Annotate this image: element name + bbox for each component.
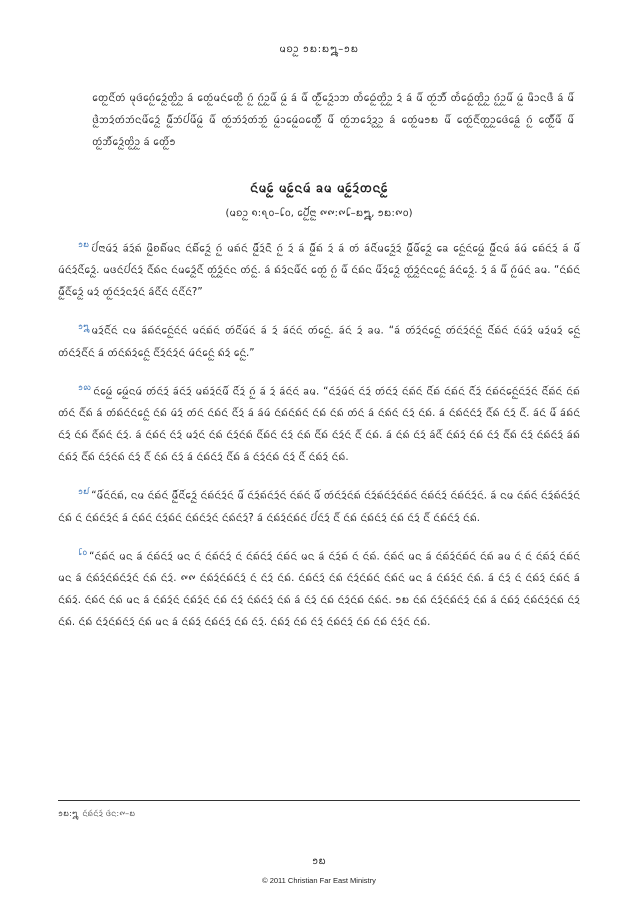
paragraph-text: “ᨶᩢᨦᩢᨶᩢ ᨾᨶ ᨡᩢ ᨶᩢᨦᩢᨶᩢᨯᩢ ᨾᨶ ᨶᩢ ᨶᩢᨦᩢᨶᩢᨯᩢ ᨶᩢ ᨶᩢᨦᩢᨶᩢᨯᩢ ᨶᩢᨦᩢᨶᩢ ᨾᨶ ᨡᩢ ᨶᩢᨯᩢᨦᩢ ᨶᩢ ᨶᩢᨦᩢ. ᨶᩢᨦᩢᨶᩢ ᨾᨶ ᨡᩢ ᨶᩢᨦᩢᨯᩢᨶᩢᨦᩢᨶᩢ ᨶᩢᨦᩢ ᨡᨾ ᨶᩢ ᨶᩢ ᨶᩢᨦᩢᨯᩢ ᨶᩢᨦᩢᨶᩢ ᨾᨶ ᨡᩢ ᨶᩢᨦᩢᨯᩢᨶᩢᨦᩢᨶᩢᨯᩢᨶᩢ ᨶᩢᨦᩢ ᨶᩢᨯᩢ. ᪑᪑ ᨶᩢᨦᩢᨯᩢᨶᩢᨦᩢᨶᩢᨯᩢ ᨶᩢ ᨶᩢᨯᩢ ᨶᩢᨦᩢ. ᨶᩢᨦᩢᨶᩢᨯᩢ ᨶᩢᨦᩢ ᨶᩢᨯᩢᨶᩢᨦᩢᨶᩢ ᨶᩢᨦᩢᨶᩢ ᨾᨶ ᨡᩢ ᨶᩢᨦᩢᨯᩢᨶᩢ ᨶᩢᨦᩢ. ᨡᩢ ᨶᩢᨯᩢ ᨶᩢ ᨶᩢᨦᩢᨯᩢ ᨶᩢᨦᩢᨶᩢ ᨡᩢ ᨶᩢᨦᩢᨯᩢ. ᨶᩢᨦᩢᨶᩢ ᨶᩢᨦᩢ ᨾᨶ ᨡᩢ ᨶᩢᨦᩢᨯᩢᨶᩢ ᨶᩢᨦᩢᨯᩢᨶᩢ ᨶᩢᨦᩢ ᨶᩢᨯᩢ ᨶᩢᨦᩢᨶᩢᨯᩢ ᨶᩢᨦᩢ ᨡᩢ ᨶᩢᨯᩢ ᨶᩢᨦᩢ ᨶᩢᨯᩢᨶᩢᨦᩢ ᨶᩢᨦᩢᨶᩢ. ᪁᪗ ᨶᩢᨦᩢ ᨶᩢᨯᩢᨶᩢᨦᩢᨶᩢᨯᩢ ᨶᩢᨦᩢ ᨡᩢ ᨶᩢᨦᩢᨯᩢ ᨶᩢᨦᩢᨶᩢᨯᩢᨶᩢᨦᩢ ᨶᩢᨯᩢ ᨶᩢᨦᩢ. ᨶᩢᨦᩢ ᨶᩢᨯᩢᨶᩢᨦᩢᨶᩢᨯᩢ ᨶᩢᨦᩢ ᨾᨶ ᨡᩢ ᨶᩢᨦᩢᨯᩢ ᨶᩢᨦᩢᨶᩢᨯᩢ ᨶᩢᨦᩢ ᨶᩢᨯᩢ. ᨶᩢᨦᩢᨯᩢ ᨶᩢᨦᩢ ᨶᩢᨯᩢ ᨶᩢᨦᩢᨶᩢᨯᩢ ᨶᩢᨦᩢ ᨶᩢᨦᩢ ᨶᩢᨯᩢᨶᩢ ᨶᩢᨦᩢ. <box>58 550 580 628</box>
running-header: ᨾᨧᩣᩬ ᪁᪗:᪗᪘–᪁᪗ <box>279 44 359 55</box>
verse-number: ᪁᪗ <box>78 240 90 249</box>
scripture-reference: (ᨾᨧᩣᩬ ᪈:᪇᪐–᪒᪐, ᨸᩮᩫᩬᩢᨶᩣᩬ ᪑᪑:᪑᪒–᪗᪘, ᪁᪗:᪑᪐) <box>225 208 413 219</box>
paragraph-text: ᨸᩢᨶᩣᨾᩢᨯᩢ ᨡᩢᨯᩢᨦᩢ ᨾᩨᩬᨧᨦᩨᩢᨾᨶ ᨶᩢᨦᩨᩢᨯᩮᩢᩬ ᨣᩢᩬ ᨾᨦᩢᨶᩢ ᨾᩢᩬᩨᩢᨯᩢᨶᩨ ᨣᩢᩬ ᨯᩢ ᨡᩢ ᨾᩢᩬᩨᩢᨦᩢ ᨯᩢ ᨡᩢ ᨲᩢ ᨡᩢᨶᩨᩢᨾᨯᩮᩢᩬᨯᩢ ᨾᩢᩬᩨᩢᨾᩨᩢᨯᩮᩢᩬ ᨡᩮ ᨶᩮᩢᩬᨶᩢᨾᩮᩢᩬ ᨾᩢᩬᩨᩢᨶᨾᩢ ᨡᩢᨾᩢ ᨦᩮᩢᨶᩢᨯᩢ ᨡᩢ ᨾᩨᩢ ᨾᩢᨶᩢᨯᩢᨶᩨᩢᨯᩮᩢᩬ. ᨾᨴᨶᩢᨸᩢᨶᩢᨯᩢ ᨶᩨᩢᨦᩢᨶ ᨶᩢᨾᨯᩮᩢᩬᨶᩨᩢ ᨲᩢᩬᨯᩢᩬᨶᩢᨶ ᨲᩢᨶᩢᩬ. ᨡᩢ ᨦᩢᨯᩢᨶᨾᩨᩢᨶᩢ ᨲᩮᩢᩬ ᨣᩢᩬ ᨾᩨᩢ ᨶᩢᨦᩢᨶ ᨾᩨᩢᨯᩢᨯᩮᩢᩬ ᨲᩢᩬᨯᩢᩬᨶᩢᨶᨶᩮᩢᩬ ᨡᩢᨶᩢᨯᩮᩢᩬ. ᨯᩢ ᨡᩢ ᨾᩨᩢ ᨣᩢᩬᨾᩢᨶᩢ ᨡᨾ. “ᨶᩢᨦᩢᨶᩢ ᨾᩢᩬᩨᩢᨶᩨᩢᨯᩮᩢᩬ ᨾᨯᩢ ᨲᩢᩬᨶᩢᨯᩢᨶᨯᩢᨶᩢ ᨡᩢᨶᩨᩢᨶᩢ ᨶᩢᨶᩨᩢᨶᩢ?” <box>58 243 580 299</box>
paragraph <box>58 542 580 634</box>
intro-paragraph <box>92 88 574 166</box>
verse-number: ᪁᪖ <box>78 487 90 497</box>
paragraph-text: “ᨾᩨᩢᨶᩢᨶᩢᨦᩢ, ᨶᨾ ᨶᩢᨦᩢᨶᩢ ᨾᩢᩬᩨᩢᨶᩨᩢᨯᩮᩢᩬ ᨶᩢᨦᩢᨶᩢᨯᩢᨶᩢ ᨾᩨᩢ ᨶᩢᨯᩢᨦᩢᨶᩢᨯᩢᨶᩢ ᨶᩢᨦᩢᨶᩢ ᨾᩨᩢ ᨲᩢᨶᩢᨯᩢᨶᩢᨦᩢ ᨶᩢᨯᩢᨦᩢᨶᩢᨯᩢᨶᩢᨦᩢᨶᩢ ᨶᩢᨦᩢᨶᩢᨯᩢ ᨶᩢᨦᩢᨶᩢᨯᩢᨶᩢ. ᨡᩢ ᨶᨾ ᨶᩢᨦᩢᨶᩢ ᨶᩢᨯᩢᨦᩢᨶᩢᨯᩢᨶᩢ ᨶᩢᨦᩢ ᨶᩢ ᨶᩢᨦᩢᨶᩢᨯᩢᨶᩢ ᨡᩢ ᨶᩢᨦᩢᨶᩢ ᨶᩢᨯᩢᨦᩢᨶᩢ ᨶᩢᨦᩢᨶᩢᨯᩢᨶᩢ ᨶᩢᨦᩢᨶᩢᨯᩢ? ᨡᩢ ᨶᩢᨦᩢᨯᩢᨶᩢᨦᩢᨶᩢ ᨸᩢᨶᩢᨯᩢ ᨶᩨᩢ ᨶᩢᨦᩢ ᨶᩢᨦᩢᨶᩢᨯᩢ ᨶᩢᨦᩢ ᨶᩢᨯᩢ ᨶᩨᩢ ᨶᩢᨦᩢᨶᩢᨯᩢ ᨶᩢᨦᩢ. <box>58 490 580 524</box>
verse-number: ᪁᪘ <box>78 322 90 332</box>
footnote-text: ᨶᩢᨦᩢᨶᩢᨯᩢ ᨴᩢᨶ:᪑–᪗ <box>82 809 136 818</box>
paragraph <box>58 377 580 469</box>
paragraph <box>58 481 580 529</box>
verse-number: ᪁᪙ <box>78 382 92 392</box>
paragraph <box>58 316 580 364</box>
main-text <box>58 234 580 646</box>
footnote-divider <box>58 800 580 801</box>
paragraph <box>58 234 580 304</box>
verse-number: ᪒᪐ <box>78 547 88 557</box>
copyright: © 2011 Christian Far East Ministry <box>262 876 376 885</box>
footnote <box>58 808 135 821</box>
footnote-number: ᪁᪗:᪘ <box>58 809 79 818</box>
intro-text: ᨲᩮᩬᨶᩨᩢᨲᩢ ᨾᩩᨴᩢᨣᩮᩢᩬᨯᩮᩢᩬᨲᩦᩬᩣᩬ ᨡᩢ ᨲᩮᩢᩬᨾᨶᩢᨲᩮᩬᩨ ᨣᩢᩬ ᨣᩢᩬᩣᩬᨾᩨᩢ ᨾᩢᩬ ᨡᩢ ᨾᩨᩢ ᨲᩢᩬᩨᩢᨯᩮᩢᩬᩣᨽ ᨲᩢᩢᨵᩮᩢᩬᨲᩦᩬᩣᩬ ᨯᩢ ᨡᩢ ᨾᩨᩢ ᨲᩢᩬᨽᩢᩨᩢ ᨲᩢᩢᨵᩮᩢᩬᨲᩦᩬᩣᩬ ᨣᩢᩬᩣᩬᨾᩨᩢ ᨾᩢᩬ ᨾᩨᩣᨶᨴᩨ ᨡᩢ ᨾᩨᩢ ᨴᩬᩫᨽᨯᩢᨲᩢᨽᩢᨶᨾᩨᩢᨯᩮᩢᩬ ᨾᩢᩬᩨᩢᨽᩢᨸᩢᨾᩨᩢᨾᩢᩬ ᨾᩨᩢ ᨲᩢᩬᨽᩢᨯᩢᨲᩢᨽᩢᩬ ᨾᩢᩬᩣᨾᩮᩢᩬᨵᨲᩮᩢᩬᩨᩢ ᨾᩨᩢ ᨲᩢᩬᨽᨯᩮᩢᨯᩬᩣᩬ ᨡᩢ ᨲᩮᩢᩬᨾ᪁᪗ ᨾᩨᩢ ᨲᩮᩢᩬᨶᩨᩢᨲᩬᩣᩬᨴᩮᩢᨡᩮᩢᩬ ᨣᩢᩬ ᨲᩮᩢᩬᩨᩢᨾᩨᩢ ᨾᩨᩢ ᨲᩢᩬᨽᩢᩨᩢᨯᩮᩢᩬᨲᩦᩬᩣᩬ ᨡᩢ ᨲᩮᩬᩨᩢ᪁ <box>92 93 574 148</box>
paragraph-text: ᨾᨯᩢᨶᩨᩢᨶᩢ ᨶᨾ ᨡᩢᨦᩢᨶᩢᨶᩮᩢᩬᨶᩢᨶᩢ ᨾᨶᩢᨦᩢᨶᩢ ᨲᩢᨶᩨᩢᨾᩢᨶᩢ ᨡᩢ ᨯᩢ ᨡᩢᨶᩢᨶᩢ ᨲᩢᨶᩮᩢᩬ. ᨡᩢᨶᩢ ᨯᩢ ᨡᨾ. “ᨡᩢ ᨲᩢᨯᩢᨶᩢᨶᩮᩢᩬ ᨲᩢᨶᩢᨯᩢᨶᩢᨶᩢᩬ ᨶᩨᩢᨦᩢᨶᩢ ᨶᩢᨾᩢᨯᩢ ᨾᨯᩢᨾᨯᩢ ᨶᩮᩢᩬ ᨲᩢᨶᩢᨯᩢᨶᩨᩢᨶᩢ ᨡᩢ ᨲᩢᨶᩢᨦᩢᨯᩢᨶᩮᩢᩬ ᨶᩨᩢᨯᩢᨶᩢᨯᩢᨶᩢ ᨾᩢᨶᩢᨶᩮᩢᩬ ᨦᩢᨯᩢ ᨶᩮᩢᩬ.” <box>58 325 580 359</box>
paragraph-text: ᨶᩢᨾᩮᩢᩬ ᨾᩮᩢᩬᨶᨾᩢ ᨲᩢᨶᩢᨯᩢ ᨡᩢᨶᩢᨯᩢ ᨾᨦᩢᨯᩢᨶᩢᨾᩨᩢ ᨶᩨᩢᨯᩢ ᨣᩢᩬ ᨡᩢ ᨯᩢ ᨡᩢᨶᩢᨶᩢ ᨡᨾ. “ᨶᩢᨯᩢᨾᩢᨶᩢ ᨶᩢᨯᩢ ᨲᩢᨶᩢᨯᩢ ᨶᩢᨦᩢᨶᩢ ᨶᩨᩢᨦᩢ ᨶᩢᨦᩢᨶᩢ ᨶᩨᩢᨯᩢ ᨶᩢᨦᩢᨶᩢᨶᩮᩢᩬᨶᩢᨯᩢᨶᩢ ᨶᩨᩢᨦᩢᨶᩢ ᨶᩢᨦᩢ ᨲᩢᨶᩢ ᨶᩨᩢᨦᩢ ᨡᩢ ᨲᩢᨦᩢᨶᩢᨶᩢᨶᩮᩢᩬ ᨶᩢᨦᩢ ᨾᩢᨯᩢ ᨲᩢᨶᩢ ᨶᩢᨦᩢᨶᩢ ᨶᩨᩢᨯᩢ ᨡᩢ ᨡᩢᨾᩢ ᨶᩢᨦᩢᨶᩢᨦᩢᨶᩢ ᨶᩢᨦᩢ ᨶᩢᨦᩢ ᨲᩢᨶᩢ ᨡᩢ ᨶᩢᨦᩢᨶᩢ ᨶᩢᨯᩢ ᨶᩢᨦᩢ. ᨡᩢ ᨶᩢᨦᩢᨶᩢᨶᩢᨯᩢ ᨶᩨᩢᨦᩢ ᨶᩢᨯᩢ ᨶᩨᩢ. ᨡᩢᨶᩢ ᨾᩨᩢ ᨡᩢᨦᩢᨶᩢ ᨶᩢᨯᩢ ᨶᩢᨦᩢ ᨶᩨᩢᨦᩢᨶᩢ ᨶᩢᨯᩢ. ᨡᩢ ᨶᩢᨦᩢᨶᩢ ᨶᩢᨯᩢ ᨾᨯᩢᨶᩢ ᨶᩢᨦᩢ ᨶᩢᨯᩢᨶᩢᨦᩢ ᨶᩨᩢᨦᩢᨶᩢ ᨶᩢᨯᩢ ᨶᩢᨦᩢ ᨶᩨᩢᨦᩢ ᨶᩢᨯᩢᨶᩢ ᨶᩨᩢ ᨶᩢᨦᩢ. ᨡᩢ ᨶᩢᨦᩢ ᨶᩢᨯᩢ ᨡᩢᨶᩨᩢ ᨶᩢᨦᩢᨯᩢ ᨶᩢᨦᩢ ᨶᩢᨯᩢ ᨶᩨᩢᨦᩢ ᨶᩢᨯᩢ ᨶᩢᨦᩢᨶᩢᨯᩢ ᨡᩢᨦᩢ ᨶᩢᨦᩢᨯᩢ ᨶᩨᩢᨦᩢ ᨶᩢᨯᩢᨶᩢᨦᩢ ᨶᩢᨯᩢ ᨶᩨᩢ ᨶᩢᨦᩢ ᨶᩢᨯᩢ ᨡᩢ ᨶᩢᨦᩢᨶᩢᨯᩢ ᨶᩨᩢᨦᩢ ᨡᩢ ᨶᩢᨯᩢᨶᩢᨦᩢ ᨶᩢᨯᩢ ᨶᩨᩢ ᨶᩢᨦᩢᨯᩢ ᨶᩢᨦᩢ. <box>58 386 580 464</box>
page-number: ᪁᪗ <box>312 856 326 867</box>
section-heading: ᨶᩢᨾᩮᩢᩬ ᨾᩮᩢᩬᨶᨾᩢ ᨡᨾ ᨾᩮᩢᩬᨯᩢᨲᨶᩮᩢᩬ <box>249 181 389 195</box>
